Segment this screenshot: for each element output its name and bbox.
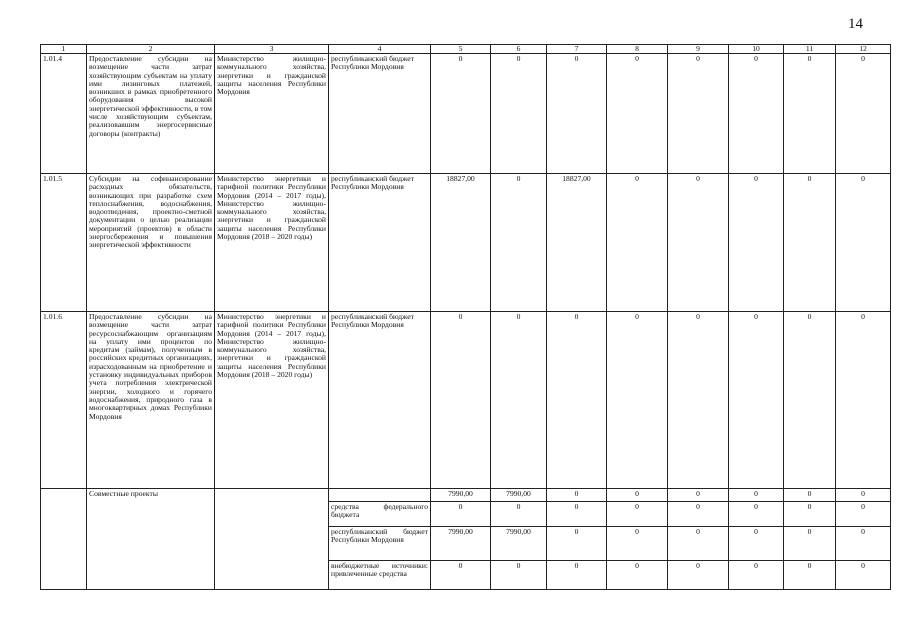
value-cell: 0 xyxy=(607,54,668,174)
value-cell: 0 xyxy=(729,312,784,489)
value-cell: 18827,00 xyxy=(547,174,607,312)
value-cell: 0 xyxy=(668,54,729,174)
value-cell: 0 xyxy=(431,54,491,174)
value-cell: 0 xyxy=(547,312,607,489)
joint-value-cell: 7990,00 xyxy=(431,527,491,561)
value-cell: 0 xyxy=(607,174,668,312)
program-table xyxy=(40,44,891,590)
joint-value-cell: 0 xyxy=(784,561,836,590)
value-cell: 0 xyxy=(784,312,836,489)
header-cell: 9 xyxy=(668,45,729,54)
funding-source: республиканский бюджет Республики Мордовия xyxy=(329,54,431,174)
executor: Министерство энергетики и тарифной политики Республики Мордовия (2014 – 2017 годы), Министерство жилищно-коммунального хозяйства, энергетики и гражданской защиты населения Республики Мордовия (2018 – 2020 годы) xyxy=(215,312,329,489)
value-cell: 0 xyxy=(491,312,547,489)
joint-funding-source: средства федерального бюджета xyxy=(329,502,431,527)
header-cell: 1 xyxy=(41,45,87,54)
joint-value-cell: 0 xyxy=(729,502,784,527)
value-cell: 0 xyxy=(547,54,607,174)
header-cell: 2 xyxy=(87,45,215,54)
joint-funding-source: внебюджетные источники: привлеченные средства xyxy=(329,561,431,590)
joint-value-cell: 0 xyxy=(668,502,729,527)
funding-source: республиканский бюджет Республики Мордовия xyxy=(329,174,431,312)
row-id: 1.01.4 xyxy=(41,54,87,174)
joint-value-cell: 0 xyxy=(607,527,668,561)
value-cell: 0 xyxy=(668,312,729,489)
row-id: 1.01.6 xyxy=(41,312,87,489)
joint-value-cell: 0 xyxy=(547,502,607,527)
joint-total-value: 7990,00 xyxy=(491,489,547,502)
measure-name: Предоставление субсидии на возмещение части затрат ресурсоснабжающим организациям на уплату ими процентов по кредитам (займам), полученным в российских кредитных организациях, израсходованным на приобретение и установку индивидуальных приборов учета потребления электрической энергии, холодного и горячего водоснабжения, природного газа в многоквартирных домах Республики Мордовия xyxy=(87,312,215,489)
header-cell: 5 xyxy=(431,45,491,54)
joint-value-cell: 0 xyxy=(836,502,891,527)
value-cell: 0 xyxy=(607,312,668,489)
joint-funding-source: республиканский бюджет Республики Мордовия xyxy=(329,527,431,561)
header-cell: 11 xyxy=(784,45,836,54)
joint-value-cell: 0 xyxy=(607,561,668,590)
joint-value-cell: 0 xyxy=(668,561,729,590)
joint-value-cell: 0 xyxy=(547,527,607,561)
joint-value-cell: 0 xyxy=(784,527,836,561)
joint-total-value: 0 xyxy=(836,489,891,502)
header-cell: 8 xyxy=(607,45,668,54)
joint-value-cell: 0 xyxy=(836,561,891,590)
joint-value-cell: 0 xyxy=(431,502,491,527)
joint-executor xyxy=(215,489,329,590)
joint-total-value: 0 xyxy=(547,489,607,502)
measure-name: Субсидии на софинансирование расходных обязательств, возникающих при разработке схем теплоснабжения, водоснабжения, водоотведения, проектно-сметной документации о целью реализации мероприятий (проектов) в области энергосбережения и повышения энергетической эффективности xyxy=(87,174,215,312)
header-cell: 3 xyxy=(215,45,329,54)
value-cell: 0 xyxy=(836,312,891,489)
joint-total-value: 0 xyxy=(729,489,784,502)
joint-value-cell: 0 xyxy=(729,561,784,590)
value-cell: 0 xyxy=(668,174,729,312)
value-cell: 0 xyxy=(836,54,891,174)
joint-total-value: 0 xyxy=(607,489,668,502)
value-cell: 0 xyxy=(784,54,836,174)
joint-value-cell: 0 xyxy=(784,502,836,527)
value-cell: 0 xyxy=(491,174,547,312)
joint-value-cell: 7990,00 xyxy=(491,527,547,561)
joint-row-id xyxy=(41,489,87,590)
joint-value-cell: 0 xyxy=(607,502,668,527)
value-cell: 0 xyxy=(729,174,784,312)
joint-value-cell: 0 xyxy=(431,561,491,590)
measure-name: Предоставление субсидии на возмещение части затрат хозяйствующим субъектам на уплату ими лизинговых платежей, возникших в рамках приобретенного оборудования высокой энергетической эффективности, в том числе хозяйствующим субъектам, реализовавшим энергосервисные договоры (контракты) xyxy=(87,54,215,174)
header-cell: 12 xyxy=(836,45,891,54)
value-cell: 0 xyxy=(491,54,547,174)
joint-total-value: 0 xyxy=(784,489,836,502)
executor: Министерство жилищно-коммунального хозяйства, энергетики и гражданской защиты населения Республики Мордовия xyxy=(215,54,329,174)
joint-value-cell: 0 xyxy=(729,527,784,561)
value-cell: 0 xyxy=(729,54,784,174)
joint-value-cell: 0 xyxy=(668,527,729,561)
header-cell: 4 xyxy=(329,45,431,54)
value-cell: 0 xyxy=(784,174,836,312)
page-number: 14 xyxy=(848,16,863,32)
header-cell: 6 xyxy=(491,45,547,54)
joint-total-value: 7990,00 xyxy=(431,489,491,502)
joint-projects-label: Совместные проекты xyxy=(87,489,215,590)
value-cell: 0 xyxy=(836,174,891,312)
joint-total-source xyxy=(329,489,431,502)
header-cell: 10 xyxy=(729,45,784,54)
header-cell: 7 xyxy=(547,45,607,54)
value-cell: 18827,00 xyxy=(431,174,491,312)
joint-total-value: 0 xyxy=(668,489,729,502)
row-id: 1.01.5 xyxy=(41,174,87,312)
value-cell: 0 xyxy=(431,312,491,489)
joint-value-cell: 0 xyxy=(836,527,891,561)
joint-value-cell: 0 xyxy=(547,561,607,590)
joint-value-cell: 0 xyxy=(491,502,547,527)
executor: Министерство энергетики и тарифной политики Республики Мордовия (2014 – 2017 годы), Министерство жилищно-коммунального хозяйства, энергетики и гражданской защиты населения Республики Мордовия (2018 – 2020 годы) xyxy=(215,174,329,312)
joint-value-cell: 0 xyxy=(491,561,547,590)
funding-source: республиканский бюджет Республики Мордовия xyxy=(329,312,431,489)
